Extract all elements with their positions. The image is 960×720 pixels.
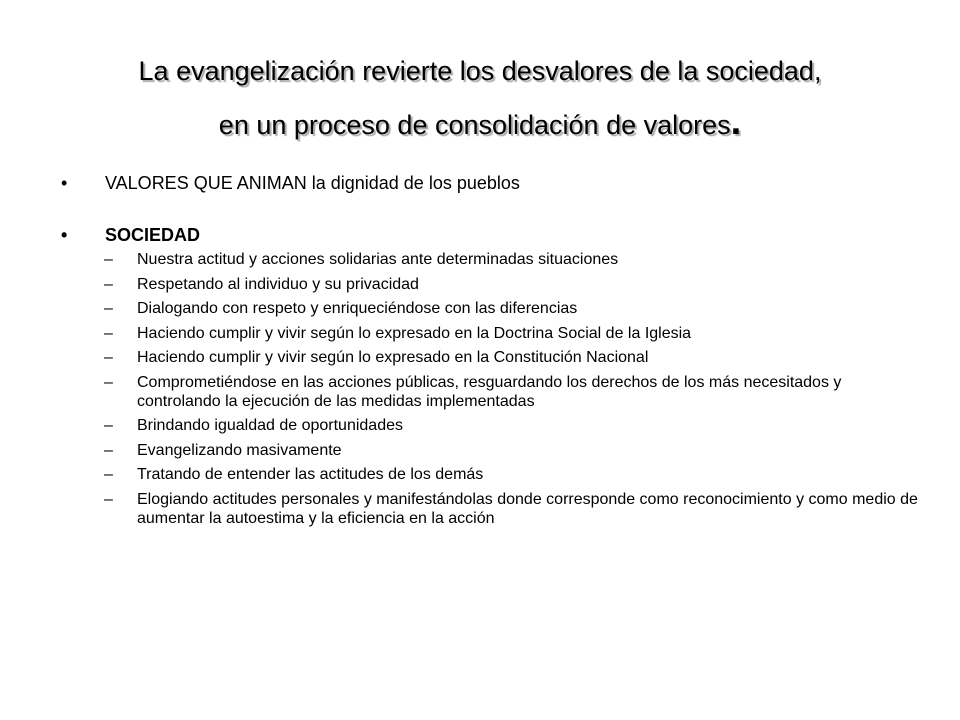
sub-item-text: Evangelizando masivamente [137,441,342,459]
sub-item-text: Haciendo cumplir y vivir según lo expresado en la Doctrina Social de la Iglesia [137,324,692,342]
dash-glyph: – [104,251,113,268]
sub-item [58,416,918,435]
bullet-sociedad [58,222,918,248]
sub-item [58,490,918,528]
sub-item [58,275,918,294]
sub-item-text: Comprometiéndose en las acciones públicas, resguardando los derechos de los más necesitados y controlando la ejecución de las medidas implementadas [137,373,842,410]
dash-glyph: – [104,490,113,508]
sub-item [58,373,918,411]
title-line-2 [40,98,920,152]
sub-item [58,324,918,343]
sub-item-text: Elogiando actitudes personales y manifestándolas donde corresponde como reconocimiento y como medio de aumentar la autoestima y la eficiencia en la acción [137,490,918,527]
sub-item [58,465,918,484]
title-line-1: La evangelización revierte los desvalores de la sociedad, [138,56,822,86]
title-end-mark: . [730,101,742,143]
sub-item-text: Respetando al individuo y su privacidad [137,275,419,293]
sub-item-text: Nuestra actitud y acciones solidarias ante determinadas situaciones [137,251,619,268]
sub-item-text: Haciendo cumplir y vivir según lo expresado en la Constitución Nacional [137,349,649,366]
bullet-sociedad-text: SOCIEDAD [105,225,201,245]
bullet-valores-text: VALORES QUE ANIMAN la dignidad de los pueblos [105,173,520,193]
bullet-valores [58,170,918,196]
dash-glyph: – [104,349,113,366]
sub-item [58,250,918,269]
sub-item [58,348,918,367]
sociedad-sub-list [58,250,918,528]
sub-item-text: Dialogando con respeto y enriqueciéndose con las diferencias [137,300,578,317]
dash-glyph: – [104,275,113,293]
slide-body [58,170,918,533]
sub-item [58,441,918,460]
dash-glyph: – [104,417,113,434]
sub-item-text: Brindando igualdad de oportunidades [137,417,403,434]
title-line-2-text: en un proceso de consolidación de valores [218,110,731,140]
dash-glyph: – [104,324,113,342]
bullet-glyph: • [61,225,68,245]
dash-glyph: – [104,466,113,483]
dash-glyph: – [104,373,113,391]
bullet-glyph: • [61,173,68,193]
dash-glyph: – [104,441,113,459]
sub-item [58,299,918,318]
slide-title [40,44,920,152]
dash-glyph: – [104,300,113,317]
sub-item-text: Tratando de entender las actitudes de los demás [137,466,484,483]
